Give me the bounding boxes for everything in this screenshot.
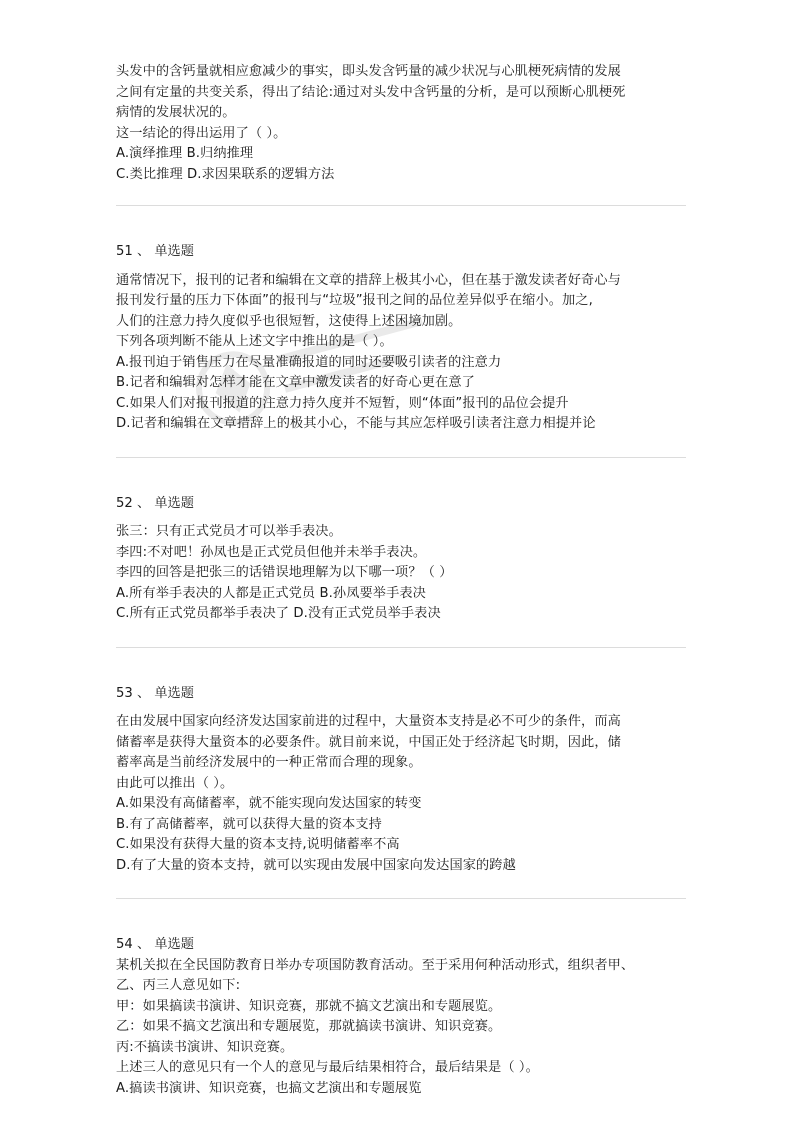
option-line: A.报刊迫于销售压力在尽量准确报道的同时还要吸引读者的注意力: [116, 354, 502, 370]
intro-line: 之间有定量的共变关系，得出了结论:通过对头发中含钙量的分析，是可以预断心肌梗死: [116, 84, 626, 100]
question-line: 张三：只有正式党员才可以举手表决。: [116, 524, 342, 539]
question-type: 、 单选题: [136, 495, 194, 511]
question-line: 由此可以推出（ ）。: [116, 775, 234, 791]
divider: [116, 205, 686, 206]
intro-line: 这一结论的得出运用了（ ）。: [116, 125, 287, 141]
option-line: A.如果没有高储蓄率，就不能实现向发达国家的转变: [116, 796, 422, 811]
intro-option-line: A.演绎推理 B.归纳推理: [116, 146, 254, 161]
question-line: 李四的回答是把张三的话错误地理解为以下哪一项？（ ）: [116, 565, 453, 580]
question-number: 54: [116, 937, 133, 952]
question-number: 52: [116, 495, 133, 511]
question-line: 李四:不对吧！孙凤也是正式党员但他并未举手表决。: [116, 544, 427, 560]
question-line: 乙、丙三人意见如下:: [116, 978, 241, 993]
question-header: [116, 242, 686, 263]
question-51: [116, 242, 686, 458]
question-type: 、 单选题: [136, 937, 194, 952]
question-line: 乙：如果不搞文艺演出和专题展览，那就搞读书演讲、知识竞赛。: [116, 1019, 502, 1034]
question-line: 丙:不搞读书演讲、知识竞赛。: [116, 1039, 294, 1055]
option-line: A.所有举手表决的人都是正式党员 B.孙凤要举手表决: [116, 585, 426, 601]
question-line: 某机关拟在全民国防教育日举办专项国防教育活动。至于采用何种活动形式，组织者甲、: [116, 957, 635, 973]
divider: [116, 898, 686, 899]
question-line: 下列各项判断不能从上述文字中推出的是（ ）。: [116, 334, 393, 349]
question-52: [116, 494, 686, 648]
divider: [116, 647, 686, 648]
question-line: 人们的注意力持久度似乎也很短暂，这使得上述困境加剧。: [116, 313, 462, 329]
question-header: [116, 684, 686, 705]
option-line: D.记者和编辑在文章措辞上的极其小心，不能与其应怎样吸引读者注意力相提并论: [116, 416, 596, 431]
intro-option-line: C.类比推理 D.求因果联系的逻辑方法: [116, 166, 335, 182]
question-number: 51: [116, 244, 133, 259]
question-line: 报刊发行量的压力下体面”的报刊与“垃圾”报刊之间的品位差异似乎在缩小。加之,: [116, 293, 593, 308]
question-line: 通常情况下，报刊的记者和编辑在文章的措辞上极其小心，但在基于激发读者好奇心与: [116, 272, 621, 288]
question-number: 53: [116, 685, 133, 701]
question-line: 储蓄率是获得大量资本的必要条件。就目前来说，中国正处于经济起飞时期，因此，储: [116, 734, 621, 750]
intro-line: 头发中的含钙量就相应愈减少的事实，即头发含钙量的减少状况与心肌梗死病情的发展: [116, 64, 621, 79]
question-line: 蓄率高是当前经济发展中的一种正常而合理的现象。: [116, 755, 422, 770]
question-type: 、 单选题: [136, 685, 194, 701]
question-type: 、 单选题: [136, 244, 194, 259]
option-line: D.有了大量的资本支持，就可以实现由发展中国家向发达国家的跨越: [116, 857, 516, 873]
question-54: [116, 935, 686, 1099]
intro-block: [116, 62, 686, 185]
question-line: 在由发展中国家向经济发达国家前进的过程中，大量资本支持是必不可少的条件，而高: [116, 714, 621, 729]
divider: [116, 457, 686, 458]
option-line: C.如果没有获得大量的资本支持,说明储蓄率不高: [116, 837, 400, 852]
option-line: C.所有正式党员都举手表决了 D.没有正式党员举手表决: [116, 606, 441, 621]
option-line: B.记者和编辑对怎样才能在文章中激发读者的好奇心更在意了: [116, 375, 475, 390]
option-line: C.如果人们对报刊报道的注意力持久度并不短暂，则“体面”报刊的品位会提升: [116, 395, 569, 411]
question-line: 上述三人的意见只有一个人的意见与最后结果相符合，最后结果是（ ）。: [116, 1060, 539, 1075]
question-line: 甲：如果搞读书演讲、知识竞赛，那就不搞文艺演出和专题展览。: [116, 998, 502, 1014]
option-line: B.有了高储蓄率，就可以获得大量的资本支持: [116, 816, 382, 832]
intro-line: 病情的发展状况的。: [116, 105, 236, 120]
document-page: [116, 62, 686, 1099]
question-53: [116, 684, 686, 900]
question-header: [116, 935, 686, 956]
option-line: A.搞读书演讲、知识竞赛，也搞文艺演出和专题展览: [116, 1080, 422, 1096]
question-header: [116, 494, 686, 515]
